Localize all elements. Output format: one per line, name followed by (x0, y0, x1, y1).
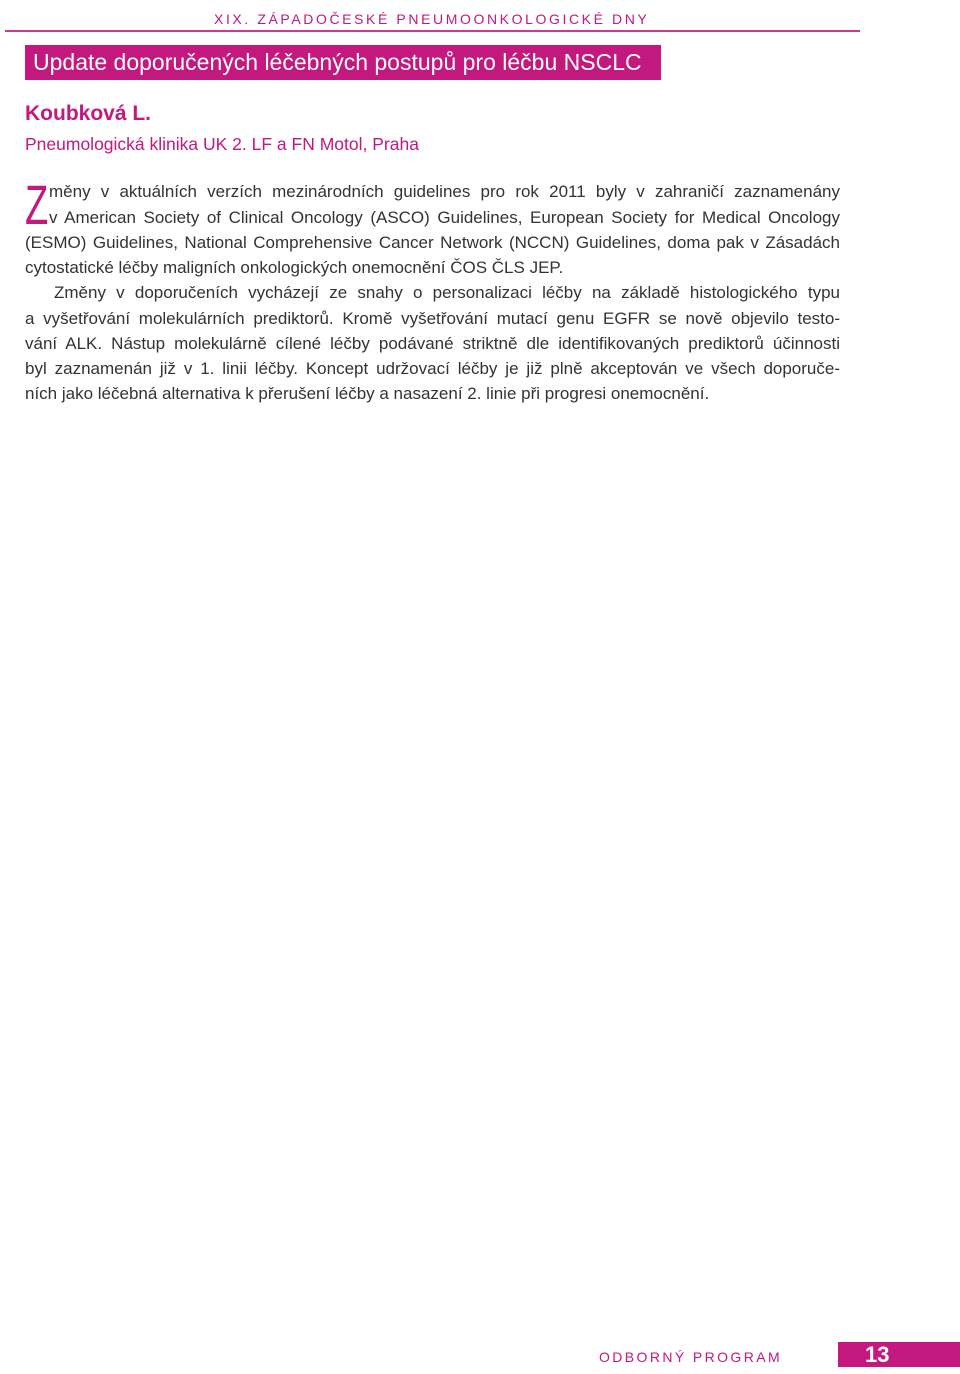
author-affiliation: Pneumologická klinika UK 2. LF a FN Motol, Praha (25, 134, 419, 154)
article-title: Update doporučených léčebných postupů pro léčbu NSCLC (33, 49, 642, 75)
body-text-line: měny v aktuálních verzích mezinárodních guidelines pro rok 2011 byly v zahraničí zaznamenány (49, 182, 840, 202)
body-text-line: a vyšetřování molekulárních prediktorů. Kromě vyšetřování mutací genu EGFR se nově objevilo testo- (25, 308, 840, 328)
header-rule (5, 30, 860, 32)
body-text-line: ních jako léčebná alternativa k přerušení léčby a nasazení 2. linie při progresi onemocnění. (25, 384, 710, 404)
drop-cap: Z (25, 172, 49, 236)
body-text-line: vání ALK. Nástup molekulárně cílené léčby podávané striktně dle identifikovaných prediktorů účinnosti (25, 333, 840, 353)
running-header: XIX. ZÁPADOČESKÉ PNEUMOONKOLOGICKÉ DNY (214, 11, 650, 27)
page-number: 13 (865, 1342, 890, 1367)
abstract-body (25, 172, 840, 406)
body-text-line: byl zaznamenán již v 1. linii léčby. Koncept udržovací léčby je již plně akceptován ve všech doporuče- (25, 359, 840, 379)
body-text-line: v American Society of Clinical Oncology (ASCO) Guidelines, European Society for Medical Oncology (49, 207, 840, 227)
body-text-line: cytostatické léčby maligních onkologických onemocnění ČOS ČLS JEP. (25, 258, 564, 278)
paragraph-2 (25, 280, 840, 406)
title-bar (25, 45, 661, 80)
page-number-box (838, 1342, 960, 1367)
author-name: Koubková L. (25, 102, 152, 125)
body-text-line: Změny v doporučeních vycházejí ze snahy o personalizaci léčby na základě histologického typu (54, 283, 840, 303)
footer-section-label: ODBORNÝ PROGRAM (599, 1349, 783, 1365)
body-text-line: (ESMO) Guidelines, National Comprehensive Cancer Network (NCCN) Guidelines, doma pak v Zásadách (25, 232, 840, 252)
paragraph-1 (25, 172, 840, 280)
